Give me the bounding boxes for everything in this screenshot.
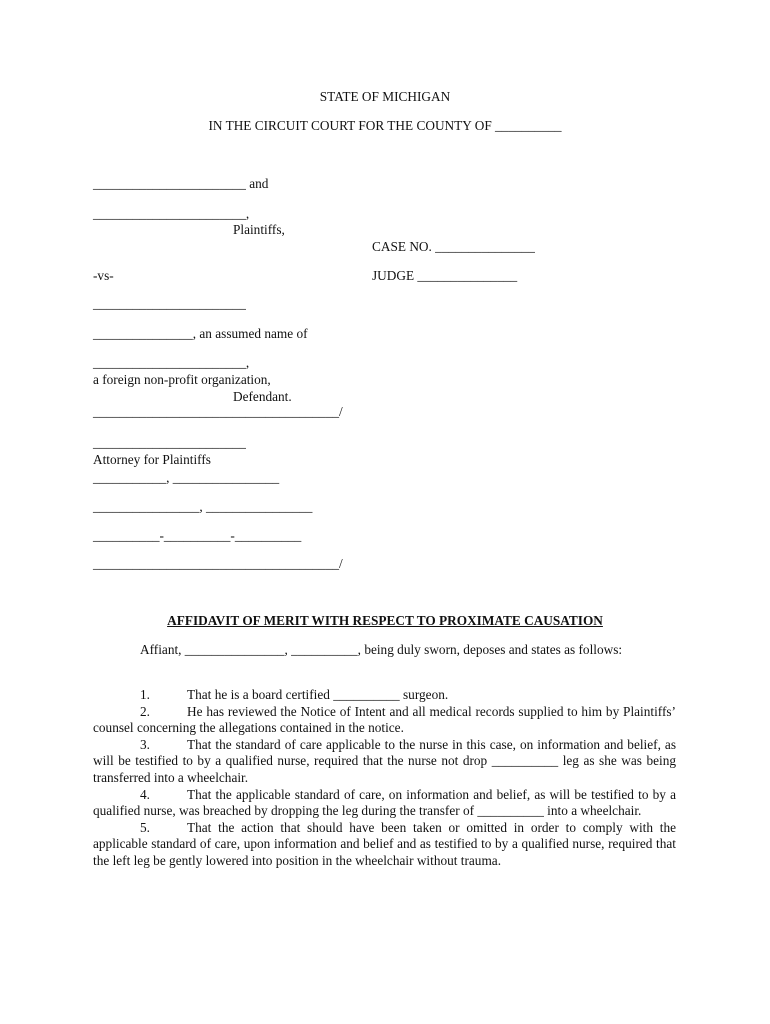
plaintiffs-label: Plaintiffs, <box>233 222 285 237</box>
item-text: That the applicable standard of care, on information and belief, as will be testified to by a qualified nurse, was breached by dropping the leg during the transfer of __________ into a wheelchair. <box>93 786 676 819</box>
court-heading: IN THE CIRCUIT COURT FOR THE COUNTY OF __________ <box>208 118 562 133</box>
judge-line: JUDGE _______________ <box>372 268 518 283</box>
attorney-phone: __________-__________-__________ <box>93 528 302 543</box>
defendant-line-1: _______________________ <box>93 296 246 311</box>
item-number: 5. <box>140 819 150 835</box>
attorney-label: Attorney for Plaintiffs <box>93 452 211 467</box>
item-text: He has reviewed the Notice of Intent and all medical records supplied to him by Plaintiffs’ counsel concerning the allegations contained in the notice. <box>93 703 676 736</box>
attorney-address-2: ________________, ________________ <box>93 499 313 514</box>
item-number: 2. <box>140 703 150 719</box>
list-item <box>93 704 676 737</box>
item-number: 1. <box>140 687 150 702</box>
numbered-list <box>93 687 676 870</box>
defendant-line-3: _______________________, <box>93 355 250 370</box>
list-item <box>93 787 676 820</box>
defendant-description: a foreign non-profit organization, <box>93 372 271 387</box>
item-text: That he is a board certified __________ surgeon. <box>187 687 449 702</box>
item-text: That the standard of care applicable to the nurse in this case, on information and belief, as will be testified to by a qualified nurse, required that the nurse not drop __________ leg as she was being transferred into a wheelchair. <box>93 736 676 785</box>
document-title: AFFIDAVIT OF MERIT WITH RESPECT TO PROXIMATE CAUSATION <box>167 613 603 628</box>
attorney-address-1: ___________, ________________ <box>93 470 280 485</box>
state-heading: STATE OF MICHIGAN <box>319 89 451 104</box>
caption-divider-2: _____________________________________/ <box>93 556 343 571</box>
item-text: That the action that should have been taken or omitted in order to comply with the applicable standard of care, upon information and belief and as testified to by a qualified nurse, required that the left leg be gently lowered into position in the wheelchair without trauma. <box>93 819 676 868</box>
item-number: 3. <box>140 736 150 752</box>
intro-text: Affiant, _______________, __________, being duly sworn, deposes and states as follows: <box>140 642 623 657</box>
defendant-label: Defendant. <box>233 389 292 404</box>
defendant-line-2: _______________, an assumed name of <box>93 326 308 341</box>
plaintiff-line-1: _______________________ and <box>93 176 269 191</box>
intro-paragraph <box>93 642 676 659</box>
item-number: 4. <box>140 786 150 802</box>
list-item <box>93 687 676 704</box>
caption-divider-1: _____________________________________/ <box>93 404 343 419</box>
attorney-line: _______________________ <box>93 435 246 450</box>
list-item <box>93 820 676 870</box>
case-number: CASE NO. _______________ <box>372 239 535 254</box>
versus-label: -vs- <box>93 268 114 283</box>
plaintiff-line-2: _______________________, <box>93 206 250 221</box>
list-item <box>93 737 676 787</box>
